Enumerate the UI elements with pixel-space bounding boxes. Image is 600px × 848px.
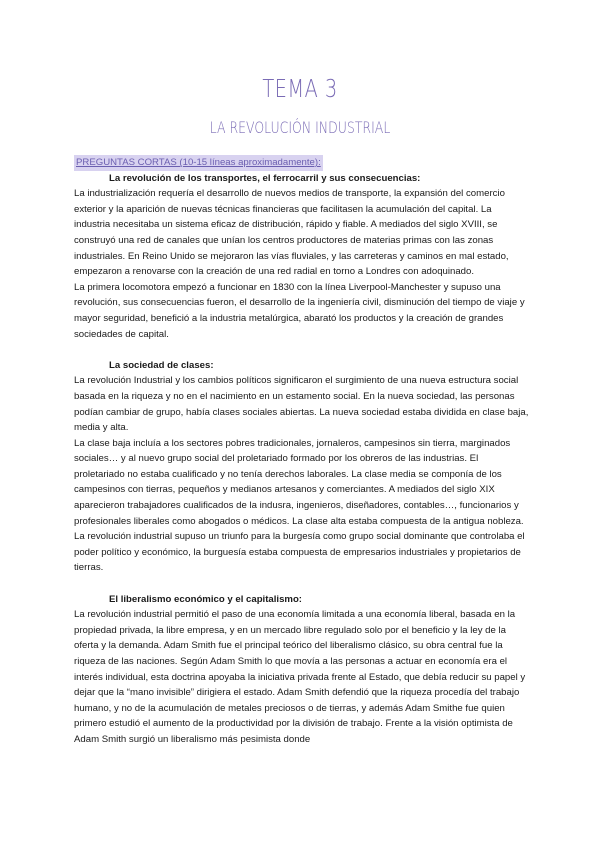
paragraph: La primera locomotora empezó a funcionar en 1830 con la línea Liverpool-Manchester y supuso una revolución, sus consecuencias fueron, el desarrollo de la ingeniería civil, disminución del tiempo de viaje y mayor seguridad, benefició a la industria metalúrgica, abarató los productos y la creación de grandes sociedades de capital.	[74, 281, 525, 340]
paragraph-gap	[74, 342, 530, 358]
paragraph-gap	[74, 576, 530, 592]
paragraph: La industrialización requería el desarrollo de nuevos medios de transporte, la expansión del comercio exterior y la aparición de nuevas técnicas financieras que facilitasen la acumulación del capital. La industria necesitaba un sistema eficaz de distribución, rápido y fiable. A mediados del siglo XVIII, se construyó una red de canales que unían los centros productores de materias primas con las zonas industriales. En Reino Unido se mejoraron las vías fluviales, y las carreteras y caminos en mal estado, empezaron a renovarse con la creación de una red radial en torno a Londres con adoquinado.	[74, 188, 509, 278]
document-title: TEMA 3	[262, 74, 338, 103]
paragraph: La revolución Industrial y los cambios políticos significaron el surgimiento de una nueva estructura social basada en la riqueza y no en el nacimiento en un estamento social. En la nueva sociedad, las personas podían cambiar de grupo, había clases sociales abiertas. La nueva sociedad estaba dividida en clase baja, media y alta.	[74, 375, 529, 434]
paragraph: La clase baja incluía a los sectores pobres tradicionales, jornaleros, campesinos sin tierra, marginados sociales… y al nuevo grupo social del proletariado formado por los obreros de las industrias. El proletariado no estaba cualificado y no tenía derechos laborales. La clase media se componía de los campesinos con tierras, pequeños y medianos artesanos y comerciantes. A mediados del siglo XIX aparecieron trabajadores cualificados de la indusra, ingenieros, diseñadores, contables…, funcionarios y profesionales liberales como abogados o médicos. La clase alta estaba compuesta de la antigua nobleza. La revolución industrial supuso un triunfo para la burgesía como grupo social dominante que controlaba el poder político y económico, la burguesía estaba compuesta de empresarios industriales y propietarios de tierras.	[74, 437, 525, 574]
section-heading-transportes: La revolución de los transportes, el ferrocarril y sus consecuencias:	[109, 172, 421, 184]
section-heading-sociedad: La sociedad de clases:	[109, 359, 214, 371]
section-heading-liberalismo: El liberalismo económico y el capitalismo:	[109, 593, 303, 605]
document-body	[74, 155, 530, 748]
section-label: PREGUNTAS CORTAS (10-15 líneas aproximadamente):	[74, 155, 323, 171]
document-subtitle: LA REVOLUCIÓN INDUSTRIAL	[209, 118, 391, 137]
paragraph: La revolución industrial permitió el paso de una economía limitada a una economía liberal, basada en la propiedad privada, la libre empresa, y en un mercado libre regulado solo por el beneficio y la ley de la oferta y la demanda. Adam Smith fue el principal teórico del liberalismo clásico, su obra central fue la riqueza de las naciones. Según Adam Smith lo que movía a las personas a actuar en economía era el interés individual, esta doctrina apoyaba la iniciativa privada frente al Estado, que debía reducir su papel y dejar que la “mano invisible” dirigiera el estado. Adam Smith defendió que la riqueza procedía del trabajo humano, y no de la acumulación de metales preciosos o de tierras, y además Adam Smithe fue quien primero estudió el aumento de la productividad por la división de trabajo. Frente a la visión optimista de Adam Smith surgió un liberalismo más pesimista donde	[74, 609, 526, 745]
